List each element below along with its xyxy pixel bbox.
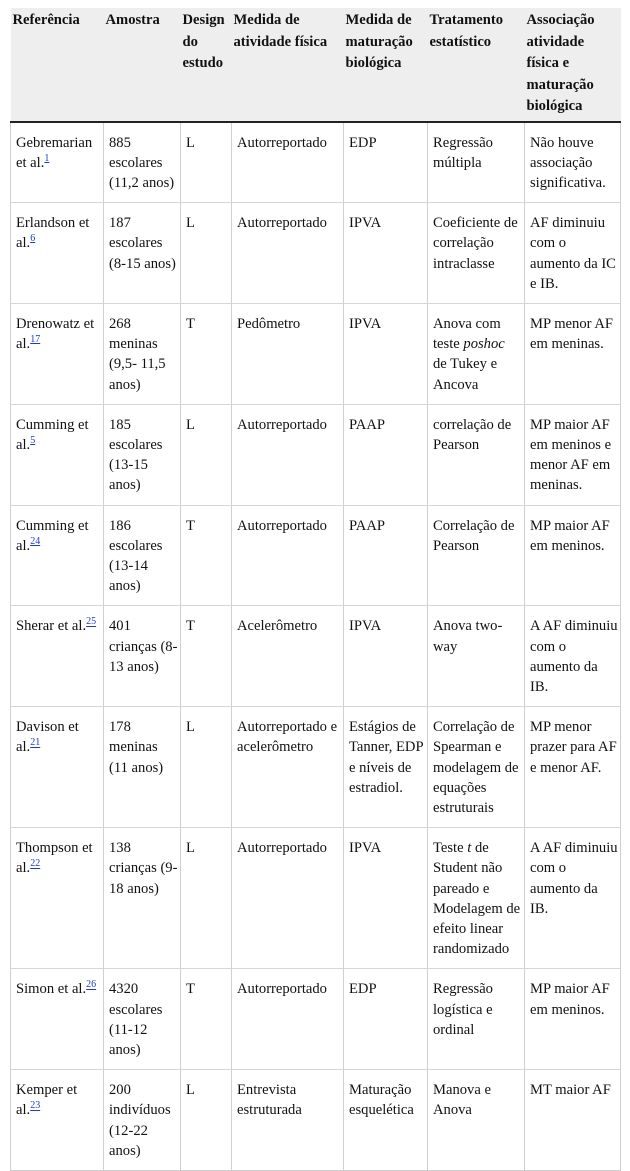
citation-link[interactable]: 25: [86, 616, 97, 628]
cell-referencia: [11, 203, 104, 304]
reference-author: Cumming et al.: [16, 416, 89, 453]
cell-medida-af: Autorreportado: [232, 828, 344, 969]
reference-author: Sherar et al.: [16, 618, 87, 635]
cell-design: L: [181, 828, 232, 969]
cell-tratamento: [428, 203, 525, 304]
cell-associacao: MP maior AF em meninos.: [525, 969, 621, 1070]
cell-amostra: 200 indivíduos (12-22 anos): [104, 1070, 181, 1171]
cell-referencia: [11, 505, 104, 606]
cell-medida-maturacao: IPVA: [344, 606, 428, 707]
cell-design: L: [181, 122, 232, 203]
cell-medida-maturacao: Maturação esquelética: [344, 1070, 428, 1171]
reference-author: Davison et al.: [16, 719, 79, 756]
citation-link[interactable]: 6: [30, 233, 36, 245]
header-amostra: Amostra: [104, 8, 181, 122]
table-row: [11, 1070, 621, 1171]
citation-link[interactable]: 26: [86, 979, 97, 991]
cell-associacao: MP maior AF em meninos.: [525, 505, 621, 606]
cell-associacao: MP menor AF em meninas.: [525, 303, 621, 404]
cell-tratamento: [428, 404, 525, 505]
cell-medida-maturacao: IPVA: [344, 203, 428, 304]
cell-amostra: 401 crianças (8-13 anos): [104, 606, 181, 707]
cell-amostra: 138 crianças (9-18 anos): [104, 828, 181, 969]
cell-medida-af: Pedômetro: [232, 303, 344, 404]
header-associacao: Associação atividade física e maturação biológica: [525, 8, 621, 122]
cell-medida-af: Autorreportado: [232, 203, 344, 304]
cell-referencia: [11, 122, 104, 203]
cell-design: T: [181, 969, 232, 1070]
reference-author: Erlandson et al.: [16, 215, 90, 252]
tratamento-text: Coeficiente de correlação intraclasse: [433, 215, 518, 272]
cell-referencia: [11, 404, 104, 505]
cell-tratamento: [428, 505, 525, 606]
citation-link[interactable]: 24: [30, 535, 41, 547]
cell-medida-maturacao: EDP: [344, 122, 428, 203]
cell-medida-maturacao: IPVA: [344, 828, 428, 969]
cell-tratamento: [428, 606, 525, 707]
cell-amostra: 178 meninas (11 anos): [104, 707, 181, 828]
reference-author: Kemper et al.: [16, 1082, 78, 1119]
reference-author: Simon et al.: [16, 981, 87, 998]
cell-design: T: [181, 303, 232, 404]
cell-design: T: [181, 505, 232, 606]
tratamento-text-cont: de Student não pareado e Modelagem de efeito linear randomizado: [433, 840, 521, 958]
table-row: [11, 404, 621, 505]
header-medida-af: Medida de atividade física: [232, 8, 344, 122]
cell-design: T: [181, 606, 232, 707]
table-row: [11, 707, 621, 828]
tratamento-text: Regressão logística e ordinal: [433, 981, 493, 1038]
cell-referencia: [11, 303, 104, 404]
cell-medida-maturacao: PAAP: [344, 505, 428, 606]
cell-medida-af: Autorreportado: [232, 969, 344, 1070]
cell-design: L: [181, 203, 232, 304]
cell-associacao: MP menor prazer para AF e menor AF.: [525, 707, 621, 828]
header-tratamento: Tratamento estatístico: [428, 8, 525, 122]
tratamento-italic: poshoc: [463, 336, 505, 353]
table-row: [11, 203, 621, 304]
tratamento-text: Correlação de Pearson: [433, 517, 515, 554]
citation-link[interactable]: 21: [30, 737, 41, 749]
cell-referencia: [11, 969, 104, 1070]
cell-medida-maturacao: EDP: [344, 969, 428, 1070]
cell-referencia: [11, 707, 104, 828]
tratamento-text: Anova com teste: [433, 315, 501, 353]
cell-amostra: 885 escolares (11,2 anos): [104, 122, 181, 203]
cell-tratamento: [428, 707, 525, 828]
cell-referencia: [11, 1070, 104, 1171]
cell-medida-af: Autorreportado e acelerômetro: [232, 707, 344, 828]
cell-design: L: [181, 404, 232, 505]
tratamento-text: Anova two-way: [433, 618, 503, 655]
table-row: [11, 505, 621, 606]
reference-author: Cumming et al.: [16, 517, 89, 554]
header-design: Design do estudo: [181, 8, 232, 122]
cell-amostra: 187 escolares (8-15 anos): [104, 203, 181, 304]
citation-link[interactable]: 1: [44, 152, 50, 164]
reference-author: Drenowatz et al.: [16, 315, 95, 353]
reference-author: Gebremarian et al.: [16, 134, 93, 171]
table-row: [11, 606, 621, 707]
studies-table: [10, 8, 621, 1171]
cell-design: L: [181, 707, 232, 828]
cell-referencia: [11, 606, 104, 707]
header-medida-maturacao: Medida de maturação biológica: [344, 8, 428, 122]
cell-associacao: AF diminuiu com o aumento da IC e IB.: [525, 203, 621, 304]
cell-associacao: A AF diminuiu com o aumento da IB.: [525, 606, 621, 707]
cell-medida-af: Acelerômetro: [232, 606, 344, 707]
reference-author: Thompson et al.: [16, 840, 93, 877]
citation-link[interactable]: 23: [30, 1100, 41, 1112]
cell-medida-af: Entrevista estruturada: [232, 1070, 344, 1171]
tratamento-text: Regressão múltipla: [433, 134, 493, 171]
table-row: [11, 122, 621, 203]
citation-link[interactable]: 17: [30, 334, 41, 346]
cell-associacao: MT maior AF: [525, 1070, 621, 1171]
cell-amostra: 4320 escolares (11-12 anos): [104, 969, 181, 1070]
tratamento-text: Teste: [433, 840, 468, 857]
cell-amostra: 186 escolares (13-14 anos): [104, 505, 181, 606]
table-row: [11, 303, 621, 404]
citation-link[interactable]: 22: [30, 858, 41, 870]
cell-design: L: [181, 1070, 232, 1171]
cell-medida-maturacao: Estágios de Tanner, EDP e níveis de estradiol.: [344, 707, 428, 828]
cell-tratamento: [428, 969, 525, 1070]
cell-medida-af: Autorreportado: [232, 404, 344, 505]
cell-medida-af: Autorreportado: [232, 122, 344, 203]
cell-associacao: MP maior AF em meninos e menor AF em meninas.: [525, 404, 621, 505]
header-referencia: Referência: [11, 8, 104, 122]
citation-link[interactable]: 5: [30, 435, 36, 447]
table-row: [11, 828, 621, 969]
cell-medida-af: Autorreportado: [232, 505, 344, 606]
cell-amostra: 185 escolares (13-15 anos): [104, 404, 181, 505]
table-header-row: [11, 8, 621, 122]
cell-associacao: A AF diminuiu com o aumento da IB.: [525, 828, 621, 969]
cell-referencia: [11, 828, 104, 969]
cell-tratamento: [428, 828, 525, 969]
cell-medida-maturacao: PAAP: [344, 404, 428, 505]
cell-amostra: 268 meninas (9,5- 11,5 anos): [104, 303, 181, 404]
cell-tratamento: [428, 122, 525, 203]
tratamento-text: Manova e Anova: [433, 1082, 491, 1119]
cell-tratamento: [428, 303, 525, 404]
tratamento-text: Correlação de Spearman e modelagem de equações estruturais: [433, 719, 519, 816]
cell-medida-maturacao: IPVA: [344, 303, 428, 404]
tratamento-text-cont: de Tukey e Ancova: [433, 356, 498, 393]
tratamento-italic: t: [467, 840, 472, 857]
table-row: [11, 969, 621, 1070]
cell-tratamento: [428, 1070, 525, 1171]
cell-associacao: Não houve associação significativa.: [525, 122, 621, 203]
tratamento-text: correlação de Pearson: [433, 416, 512, 453]
